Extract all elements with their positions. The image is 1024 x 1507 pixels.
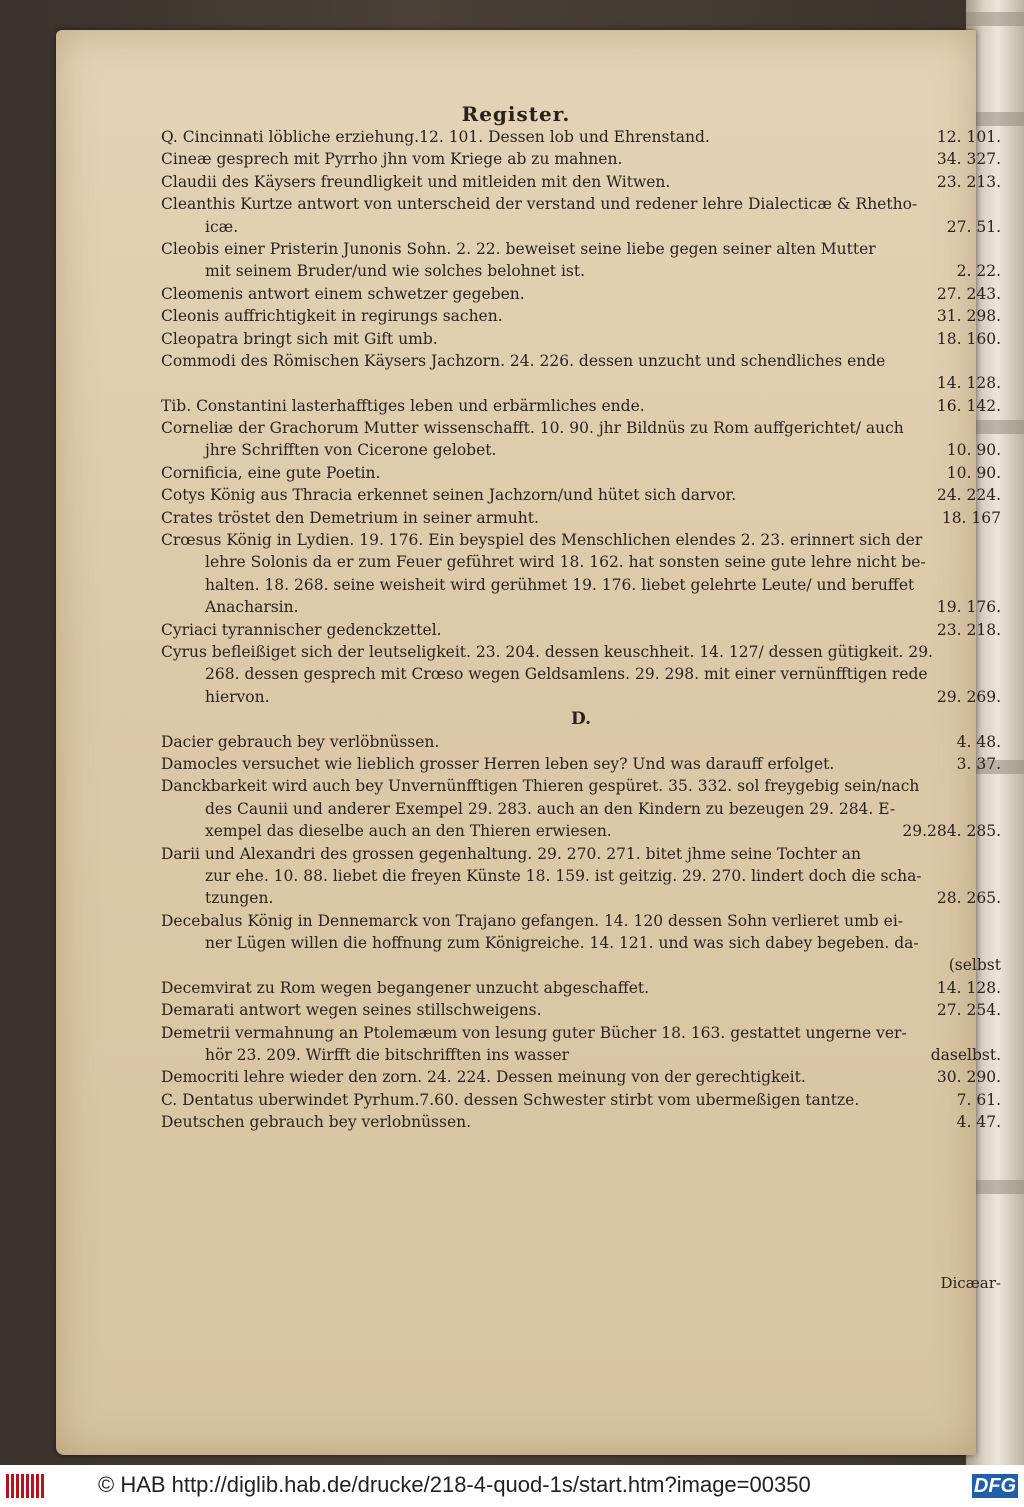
entry-text: Demetrii vermahnung an Ptolemæum von lesung guter Bücher 18. 163. gestattet ungerne ver-	[161, 1023, 907, 1042]
entry-text: jhre Schrifften von Cicerone gelobet.	[205, 441, 497, 460]
register-entry	[161, 686, 1001, 708]
entry-page-ref: 4. 48.	[956, 732, 1001, 751]
entry-text: hiervon.	[205, 687, 270, 706]
register-entry	[161, 954, 1001, 976]
entry-text: des Caunii und anderer Exempel 29. 283. auch an den Kindern zu bezeugen 29. 284. E-	[205, 799, 896, 818]
register-entry	[161, 910, 1001, 932]
register-entry	[161, 820, 1001, 842]
footer-bar	[0, 1465, 1024, 1507]
entry-text: Cornificia, eine gute Poetin.	[161, 463, 381, 482]
register-entry	[161, 171, 1001, 193]
register-entry	[161, 887, 1001, 909]
entry-page-ref: 10. 90.	[946, 463, 1001, 482]
register-entry	[161, 619, 1001, 641]
entry-text: tzungen.	[205, 889, 274, 908]
entry-text: Crœsus König in Lydien. 19. 176. Ein beyspiel des Menschlichen elendes 2. 23. erinnert sich der	[161, 531, 923, 550]
catchword: Dicæar-	[940, 1274, 1001, 1292]
entry-text: Crates tröstet den Demetrium in seiner armuht.	[161, 508, 539, 527]
entry-text: Corneliæ der Grachorum Mutter wissenschafft. 10. 90. jhr Bildnüs zu Rom auffgerichtet/ auch	[161, 419, 904, 438]
entry-page-ref: 2. 22.	[956, 262, 1001, 281]
register-entry	[161, 1066, 1001, 1088]
entry-page-ref: 29. 269.	[936, 687, 1001, 706]
register-entry	[161, 148, 1001, 170]
page-header: Register.	[461, 102, 571, 126]
barcode-logo-icon	[6, 1474, 46, 1498]
entry-text: ner Lügen willen die hoffnung zum Königreiche. 14. 121. und was sich dabey begeben. da-	[205, 934, 919, 953]
entry-text: Decemvirat zu Rom wegen begangener unzucht abgeschaffet.	[161, 978, 650, 997]
entry-page-ref: 34. 327.	[936, 150, 1001, 169]
register-entry	[161, 305, 1001, 327]
entry-page-ref: 23. 213.	[936, 172, 1001, 191]
entry-page-ref: 27. 243.	[936, 284, 1001, 303]
register-entry	[161, 507, 1001, 529]
entry-text: lehre Solonis da er zum Feuer geführet wird 18. 162. hat sonsten seine gute lehre nicht be-	[205, 553, 926, 572]
register-entry	[161, 126, 1001, 148]
entry-text: Commodi des Römischen Käysers Jachzorn. 24. 226. dessen unzucht und schendliches ende	[161, 351, 886, 370]
entry-text: Democriti lehre wieder den zorn. 24. 224. Dessen meinung von der gerechtigkeit.	[161, 1068, 806, 1087]
entry-text: Q. Cincinnati löbliche erziehung.12. 101. Dessen lob und Ehrenstand.	[161, 128, 710, 146]
register-entry	[161, 999, 1001, 1021]
entry-page-ref: 24. 224.	[936, 486, 1001, 505]
register-entry	[161, 865, 1001, 887]
entry-page-ref: daselbst.	[930, 1046, 1001, 1065]
register-entry	[161, 775, 1001, 797]
entry-page-ref: 27. 51.	[946, 217, 1001, 236]
entry-page-ref: 27. 254.	[936, 1001, 1001, 1020]
register-entry	[161, 395, 1001, 417]
dfg-logo: DFG	[973, 1475, 1017, 1497]
book-page	[56, 30, 1001, 1455]
register-entry	[161, 574, 1001, 596]
entry-text: 268. dessen gesprech mit Crœso wegen Geldsamlens. 29. 298. mit einer vernünfftigen rede	[205, 665, 928, 684]
entry-text: Cleonis auffrichtigkeit in regirungs sachen.	[161, 307, 503, 326]
register-entry	[161, 328, 1001, 350]
entry-page-ref: 28. 265.	[936, 889, 1001, 908]
register-entry	[161, 283, 1001, 305]
register-entry	[161, 663, 1001, 685]
register-entry	[161, 484, 1001, 506]
entry-text: Cleanthis Kurtze antwort von unterscheid der verstand und redener lehre Dialecticæ & Rhetho-	[161, 195, 918, 214]
entry-text: Darii und Alexandri des grossen gegenhaltung. 29. 270. 271. bitet jhme seine Tochter an	[161, 844, 861, 863]
entry-page-ref: 3. 37.	[956, 754, 1001, 773]
register-entry	[161, 1089, 1001, 1111]
entry-page-ref: 18. 167	[941, 508, 1001, 527]
entry-page-ref: (selbst	[948, 956, 1001, 975]
entry-page-ref: 14. 128.	[936, 978, 1001, 997]
entry-text: Cleobis einer Pristerin Junonis Sohn. 2. 22. beweiset seine liebe gegen seiner alten Mutter	[161, 239, 876, 258]
entry-text: Anacharsin.	[205, 598, 299, 617]
entry-page-ref: 14. 128.	[936, 374, 1001, 393]
entry-page-ref: 19. 176.	[936, 598, 1001, 617]
register-entry	[161, 753, 1001, 775]
entry-text: hör 23. 209. Wirfft die bitschrifften ins wasser	[205, 1046, 570, 1065]
entry-text: Cyriaci tyrannischer gedenckzettel.	[161, 620, 442, 639]
register-entry	[161, 417, 1001, 439]
entry-text: halten. 18. 268. seine weisheit wird gerühmet 19. 176. liebet gelehrte Leute/ und beruffet	[205, 575, 915, 594]
entry-text: zur ehe. 10. 88. liebet die freyen Künste 18. 159. ist geitzig. 29. 270. lindert doch die scha-	[205, 866, 922, 885]
register-entry	[161, 350, 1001, 372]
register-entry	[161, 1044, 1001, 1066]
entry-text: Cleomenis antwort einem schwetzer gegeben.	[161, 284, 525, 303]
entry-text: mit seinem Bruder/und wie solches belohnet ist.	[205, 262, 586, 281]
entry-text: Cyrus befleißiget sich der leutseligkeit. 23. 204. dessen keuschheit. 14. 127/ dessen gütigkeit. 29.	[161, 642, 933, 661]
entry-page-ref: 30. 290.	[936, 1068, 1001, 1087]
entry-page-ref: 16. 142.	[936, 396, 1001, 415]
register-entry	[161, 1022, 1001, 1044]
register-entry	[161, 462, 1001, 484]
entry-text: Danckbarkeit wird auch bey Unvernünfftigen Thieren gespüret. 35. 332. sol freygebig sein/nach	[161, 777, 920, 796]
entry-text: Claudii des Käysers freundligkeit und mitleiden mit den Witwen.	[161, 172, 671, 191]
entry-text: Cotys König aus Thracia erkennet seinen Jachzorn/und hütet sich darvor.	[161, 486, 737, 505]
entry-page-ref: 10. 90.	[946, 441, 1001, 460]
entry-text: Tib. Constantini lasterhafftiges leben und erbärmliches ende.	[161, 396, 645, 415]
register-entry	[161, 238, 1001, 260]
entry-text: D.	[570, 709, 592, 730]
entry-page-ref: 29.284. 285.	[902, 822, 1001, 841]
register-entry	[161, 596, 1001, 618]
entry-text: Cleopatra bringt sich mit Gift umb.	[161, 329, 438, 348]
register-entries	[161, 126, 1001, 1292]
entry-page-ref: 7. 61.	[956, 1090, 1001, 1109]
entry-text: Dacier gebrauch bey verlöbnüssen.	[161, 732, 440, 751]
entry-text: C. Dentatus uberwindet Pyrhum.7.60. dessen Schwester stirbt vom ubermeßigen tantze.	[161, 1090, 860, 1109]
entry-page-ref: 12. 101.	[936, 128, 1001, 146]
entry-text: xempel das dieselbe auch an den Thieren erwiesen.	[205, 822, 612, 841]
register-entry	[161, 551, 1001, 573]
entry-text: Damocles versuchet wie lieblich grosser Herren leben sey? Und was darauff erfolget.	[161, 754, 835, 773]
register-entry	[161, 260, 1001, 282]
register-entry	[161, 641, 1001, 663]
entry-text: icæ.	[205, 217, 239, 236]
entry-text: Cineæ gesprech mit Pyrrho jhn vom Kriege ab zu mahnen.	[161, 150, 623, 169]
register-entry	[161, 439, 1001, 461]
register-entry	[161, 372, 1001, 394]
register-entry	[161, 932, 1001, 954]
entry-page-ref: 31. 298.	[936, 307, 1001, 326]
entry-text: Decebalus König in Dennemarck von Trajano gefangen. 14. 120 dessen Sohn verlieret umb ei-	[161, 911, 904, 930]
register-entry	[161, 798, 1001, 820]
entry-page-ref: 4. 47.	[956, 1113, 1001, 1132]
register-entry	[161, 1111, 1001, 1133]
entry-page-ref: 18. 160.	[936, 329, 1001, 348]
register-entry	[161, 529, 1001, 551]
entry-text: Demarati antwort wegen seines stillschweigens.	[161, 1001, 542, 1020]
register-entry	[161, 731, 1001, 753]
register-entry	[161, 843, 1001, 865]
register-entry	[161, 977, 1001, 999]
register-entry	[161, 193, 1001, 215]
section-heading	[161, 708, 1001, 730]
entry-text: Deutschen gebrauch bey verlobnüssen.	[161, 1113, 472, 1132]
register-entry	[161, 216, 1001, 238]
entry-page-ref: 23. 218.	[936, 620, 1001, 639]
footer-link[interactable]: © HAB http://diglib.hab.de/drucke/218-4-quod-1s/start.htm?image=00350	[98, 1472, 811, 1497]
